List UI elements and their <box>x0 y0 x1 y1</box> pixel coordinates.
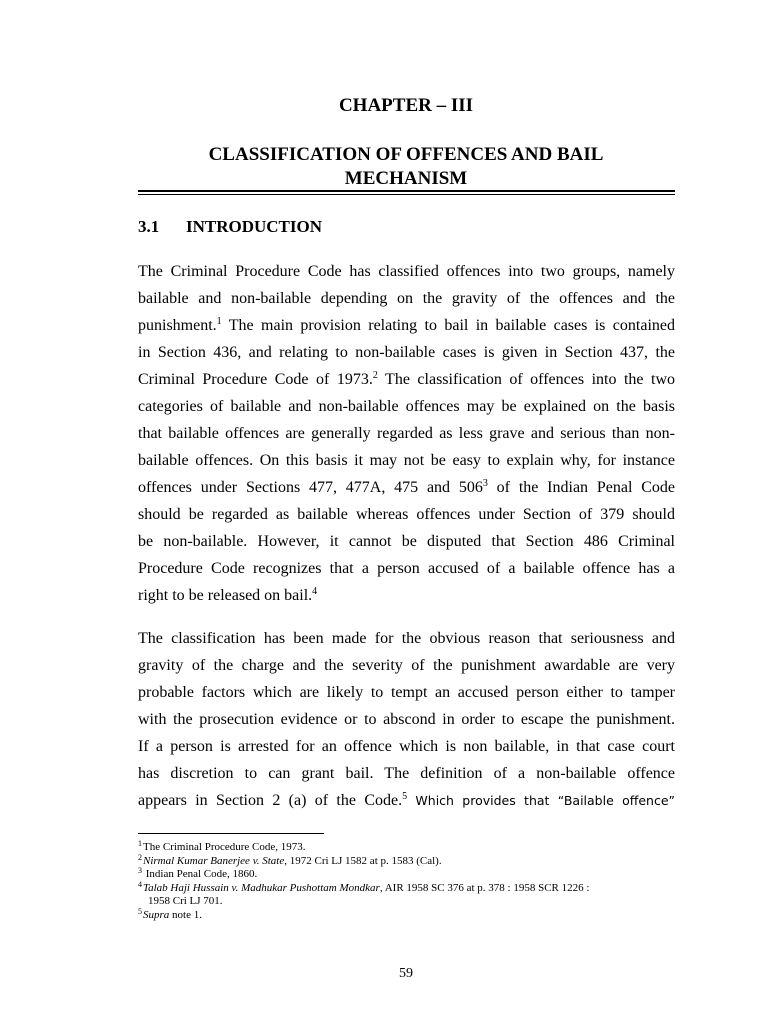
chapter-subtitle-line: MECHANISM <box>344 168 468 189</box>
text-line: If a person is arrested for an offence which is non bailable, in that case court <box>138 738 675 755</box>
chapter-subtitle <box>0 143 768 191</box>
text-segment: punishment. <box>138 317 217 334</box>
text-line: bailable offences. On this basis it may not be easy to explain why, for instance <box>138 452 675 469</box>
text-segment: The classification of offences into the two <box>377 371 675 388</box>
text-line: probable factors which are likely to tempt an accused person either to tamper <box>138 684 675 701</box>
text-line: bailable and non-bailable depending on the gravity of the offences and the <box>138 290 675 307</box>
footnote-number: 4 <box>138 879 142 889</box>
footnote-ref[interactable]: 5 <box>402 791 408 802</box>
paragraph-introduction <box>138 258 675 609</box>
text-line <box>138 582 675 609</box>
text-segment: appears in Section 2 (a) of the Code. <box>138 792 403 809</box>
footnote-text: The Criminal Procedure Code, 1973. <box>143 841 306 853</box>
footnote-text: Indian Penal Code, 1860. <box>143 868 258 880</box>
footnote-ref[interactable]: 2 <box>372 370 378 381</box>
footnote-number: 3 <box>138 866 142 875</box>
footnote-case-name: Nirmal Kumar Banerjee v. State <box>143 854 285 867</box>
text-segment: right to be released on bail. <box>138 587 313 604</box>
text-line <box>138 787 675 814</box>
text-segment: Which provides that “Bailable offence” <box>407 793 675 808</box>
footnote-number: 1 <box>138 839 142 848</box>
paragraph-classification <box>138 625 675 814</box>
title-rule-thin <box>138 194 675 195</box>
text-line: categories of bailable and non-bailable offences may be explained on the basis <box>138 398 675 415</box>
text-line: gravity of the charge and the severity of the punishment awardable are very <box>138 657 675 674</box>
footnote-number: 2 <box>138 852 142 862</box>
footnote <box>138 841 675 855</box>
text-line <box>138 474 675 501</box>
text-line <box>138 312 675 339</box>
title-rule-thick <box>138 190 675 192</box>
text-line: The classification has been made for the obvious reason that seriousness and <box>138 630 675 647</box>
chapter-subtitle-line: CLASSIFICATION OF OFFENCES AND BAIL <box>208 144 604 165</box>
text-segment: Criminal Procedure Code of 1973. <box>138 371 373 388</box>
footnote-number: 5 <box>138 906 142 916</box>
footnote-ref[interactable]: 1 <box>216 316 222 327</box>
footnote <box>138 906 675 923</box>
footnote-continuation: 1958 Cri LJ 701. <box>148 895 223 907</box>
text-segment: of the Indian Penal Code <box>487 479 675 496</box>
text-line <box>138 366 675 393</box>
text-line: be non-bailable. However, it cannot be disputed that Section 486 Criminal <box>138 533 675 550</box>
footnote-separator <box>138 833 324 834</box>
footnote <box>138 879 675 896</box>
section-heading <box>138 216 322 238</box>
text-line: The Criminal Procedure Code has classified offences into two groups, namely <box>138 263 675 280</box>
footnote-case-name: Talab Haji Hussain v. Madhukar Pushottam Mondkar <box>143 881 380 894</box>
section-number: 3.1 <box>138 217 160 236</box>
text-line: with the prosecution evidence or to abscond in order to escape the punishment. <box>138 711 675 728</box>
text-line: that bailable offences are generally regarded as less grave and serious than non- <box>138 425 675 442</box>
text-segment: offences under Sections 477, 477A, 475 and 506 <box>138 479 483 496</box>
footnote-text: , AIR 1958 SC 376 at p. 378 : 1958 SCR 1226 : <box>379 881 590 894</box>
chapter-title: CHAPTER – III <box>338 95 474 116</box>
footnote <box>138 868 675 882</box>
text-segment: The main provision relating to bail in bailable cases is contained <box>221 317 675 334</box>
text-line: should be regarded as bailable whereas offences under Section of 379 should <box>138 506 675 523</box>
section-title: INTRODUCTION <box>186 217 323 236</box>
footnote-text: , 1972 Cri LJ 1582 at p. 1583 (Cal). <box>284 854 442 867</box>
page-number: 59 <box>399 966 413 981</box>
footnote <box>138 852 675 869</box>
footnote-ref[interactable]: 4 <box>312 586 318 597</box>
text-line: has discretion to can grant bail. The definition of a non-bailable offence <box>138 765 675 782</box>
footnote-text: note 1. <box>169 908 202 921</box>
text-line: Procedure Code recognizes that a person accused of a bailable offence has a <box>138 560 675 577</box>
footnote-case-name: Supra <box>143 908 170 921</box>
text-line: in Section 436, and relating to non-bailable cases is given in Section 437, the <box>138 344 675 361</box>
footnotes <box>138 841 675 922</box>
footnote-ref[interactable]: 3 <box>482 478 488 489</box>
